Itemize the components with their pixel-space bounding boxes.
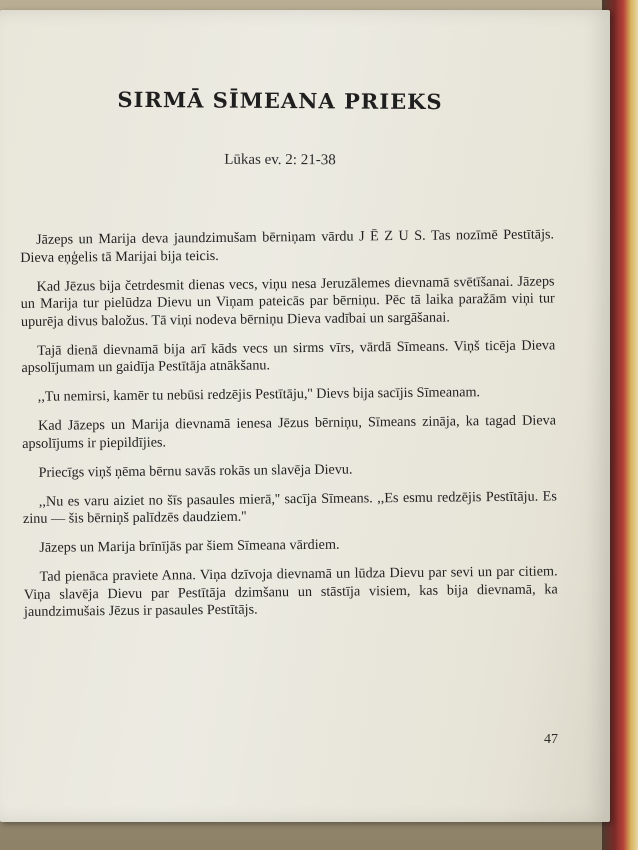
page-number: 47	[544, 732, 558, 747]
story-text	[20, 226, 558, 633]
paragraph: Kad Jāzeps un Marija dievnamā ienesa Jēzus bērniņu, Sīmeans zināja, ka tagad Dieva apsolījums ir piepildījies.	[22, 412, 557, 452]
paragraph: Tajā dienā dievnamā bija arī kāds vecs un sirms vīrs, vārdā Sīmeans. Viņš ticēja Dieva apsolījumam un gaidīja Pestītāja atnākšanu.	[21, 336, 556, 376]
paragraph: Kad Jēzus bija četrdesmit dienas vecs, viņu nesa Jeruzālemes dievnamā svētīšanai. Jāzeps un Marija tur pielūdza Dievu un Viņam pateicās par bērniņu. Pēc tā laika paražām viņi tur upurēja divus baložus. Tā viņi nodeva bērniņu Dieva vadībai un sargāšanai.	[20, 272, 555, 330]
page-title: SIRMĀ SĪMEANA PRIEKS	[117, 86, 443, 115]
paragraph: Priecīgs viņš ņēma bērnu savās rokās un slavēja Dievu.	[38, 461, 353, 481]
paragraph: ,,Tu nemirsi, kamēr tu nebūsi redzējis Pestītāju,'' Dievs bija sacījis Sīmeanam.	[37, 384, 481, 405]
book-page	[0, 10, 610, 822]
scripture-reference: Lūkas ev. 2: 21-38	[224, 151, 336, 169]
paragraph: Jāzeps un Marija deva jaundzimušam bērniņam vārdu J Ē Z U S. Tas nozīmē Pestītājs. Dieva eņģelis tā Marijai bija teicis.	[20, 226, 555, 266]
paragraph: Jāzeps un Marija brīnījās par šiem Sīmeana vārdiem.	[39, 536, 340, 556]
paragraph: ,,Nu es varu aiziet no šīs pasaules mierā,'' sacīja Sīmeans. ,,Es esmu redzējis Pestītāju. Es zinu — šis bērniņš palīdzēs daudziem.''	[22, 487, 557, 527]
paragraph: Tad pienāca praviete Anna. Viņa dzīvoja dievnamā un lūdza Dievu par sevi un par citiem. Viņa slavēja Dievu par Pestītāja dzimšanu un stāstīja visiem, kas bija dievnamā, ka jaundzimušais Jēzus ir pasaules Pestītājs.	[23, 563, 558, 620]
